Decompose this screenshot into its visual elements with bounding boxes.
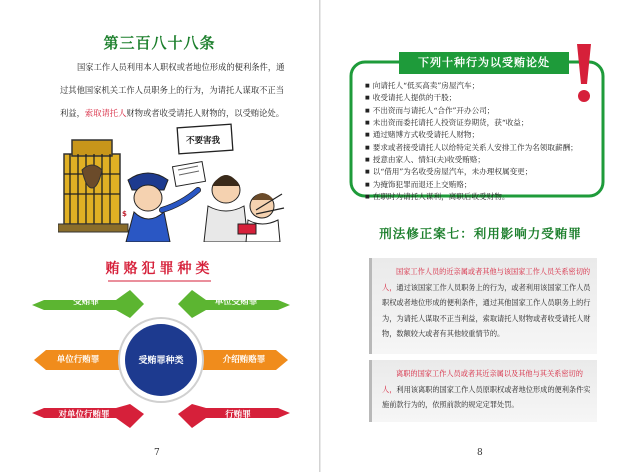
clause-lead: 国家工作人员的近亲属或者其他与该国家工作人员关系密切的人， <box>382 267 591 292</box>
behaviors-list <box>365 80 585 203</box>
crime-type-label: 对单位行贿罪 <box>58 410 110 420</box>
clause-box <box>369 258 597 354</box>
article-text-1: 国家工作人员利用本人职权或者地位形成的便利条件，通过其他国家机关工作人员职务上的行为，为请托人谋取不正当利益， <box>60 62 285 118</box>
behavior-item: ■ 以“借用”为名收受房屋汽车，未办理权属变更； <box>365 166 585 178</box>
behavior-item: ■ 要求或者接受请托人以给特定关系人安排工作为名领取薪酬； <box>365 142 585 154</box>
crime-type-label: 行贿罪 <box>225 410 251 420</box>
behavior-item: ■ 在职时为请托人谋利，离职后收受财物。 <box>365 191 585 203</box>
svg-text:$: $ <box>122 210 127 218</box>
article-body <box>60 56 286 125</box>
left-page <box>0 0 319 472</box>
behavior-item: ■ 为掩饰犯罪而退还上交贿赂； <box>365 179 585 191</box>
documents-drawing <box>172 162 205 187</box>
crime-type-label: 受贿罪 <box>73 297 99 307</box>
behavior-item: ■ 不出资而与请托人“合作”开办公司； <box>365 105 585 117</box>
page-number: 8 <box>477 448 483 458</box>
right-page <box>321 0 640 472</box>
clause-lead: 离职的国家工作人员或者其近亲属以及其他与其关系密切的人， <box>382 369 583 394</box>
behavior-item: ■ 授意由家人、情妇(夫)收受贿赂； <box>365 154 585 166</box>
article-text-2: 财物或者收受请托人财物的，以受贿论处。 <box>126 108 285 118</box>
clause-paragraph <box>382 264 591 342</box>
sign-board-text: 不要害我 <box>186 136 221 146</box>
clause-text: 利用该离职的国家工作人员原职权或者地位形成的便利条件实施前款行为的，依照前款的规定定罪处罚。 <box>382 384 591 409</box>
behavior-item: ■ 收受请托人提供的干股； <box>365 92 585 104</box>
amendment-title: 刑法修正案七：利用影响力受贿罪 <box>379 226 582 241</box>
crime-types-diagram <box>30 290 292 432</box>
section-underline <box>108 280 211 282</box>
money-cage-drawing <box>58 140 128 232</box>
behavior-item: ■ 向请托人“低买高卖”房屋汽车； <box>365 80 585 92</box>
clause-text: 通过该国家工作人员职务上的行为，或者利用该国家工作人员职权或者地位形成的便利条件，通过其他国家工作人员职务上的行为，为请托人谋取不正当利益，索取请托人财物或者收受请托人财物，数额较大或者有其他较重情节的。 <box>382 282 591 338</box>
behavior-item: ■ 未出资而委托请托人投资证券期货，获“收益； <box>365 117 585 129</box>
behavior-item: ■ 通过赌博方式收受请托人财物； <box>365 129 585 141</box>
bribery-cartoon-illustration <box>58 120 286 242</box>
hub-label: 受贿罪种类 <box>138 356 184 366</box>
crime-type-label: 单位受贿罪 <box>214 297 258 307</box>
article-highlight: 索取请托人 <box>84 108 127 118</box>
clause-box <box>369 360 597 422</box>
clause-paragraph <box>382 366 591 413</box>
crime-type-label: 介绍贿赂罪 <box>222 355 266 365</box>
behaviors-box-header: 下列十种行为以受贿论处 <box>399 52 569 74</box>
page-number: 7 <box>154 448 160 458</box>
section-title: 贿赂犯罪种类 <box>105 261 214 277</box>
article-title: 第三百八十八条 <box>103 34 216 52</box>
article-paragraph <box>60 56 286 125</box>
crime-type-label: 单位行贿罪 <box>56 355 100 365</box>
sign-board <box>177 124 233 154</box>
